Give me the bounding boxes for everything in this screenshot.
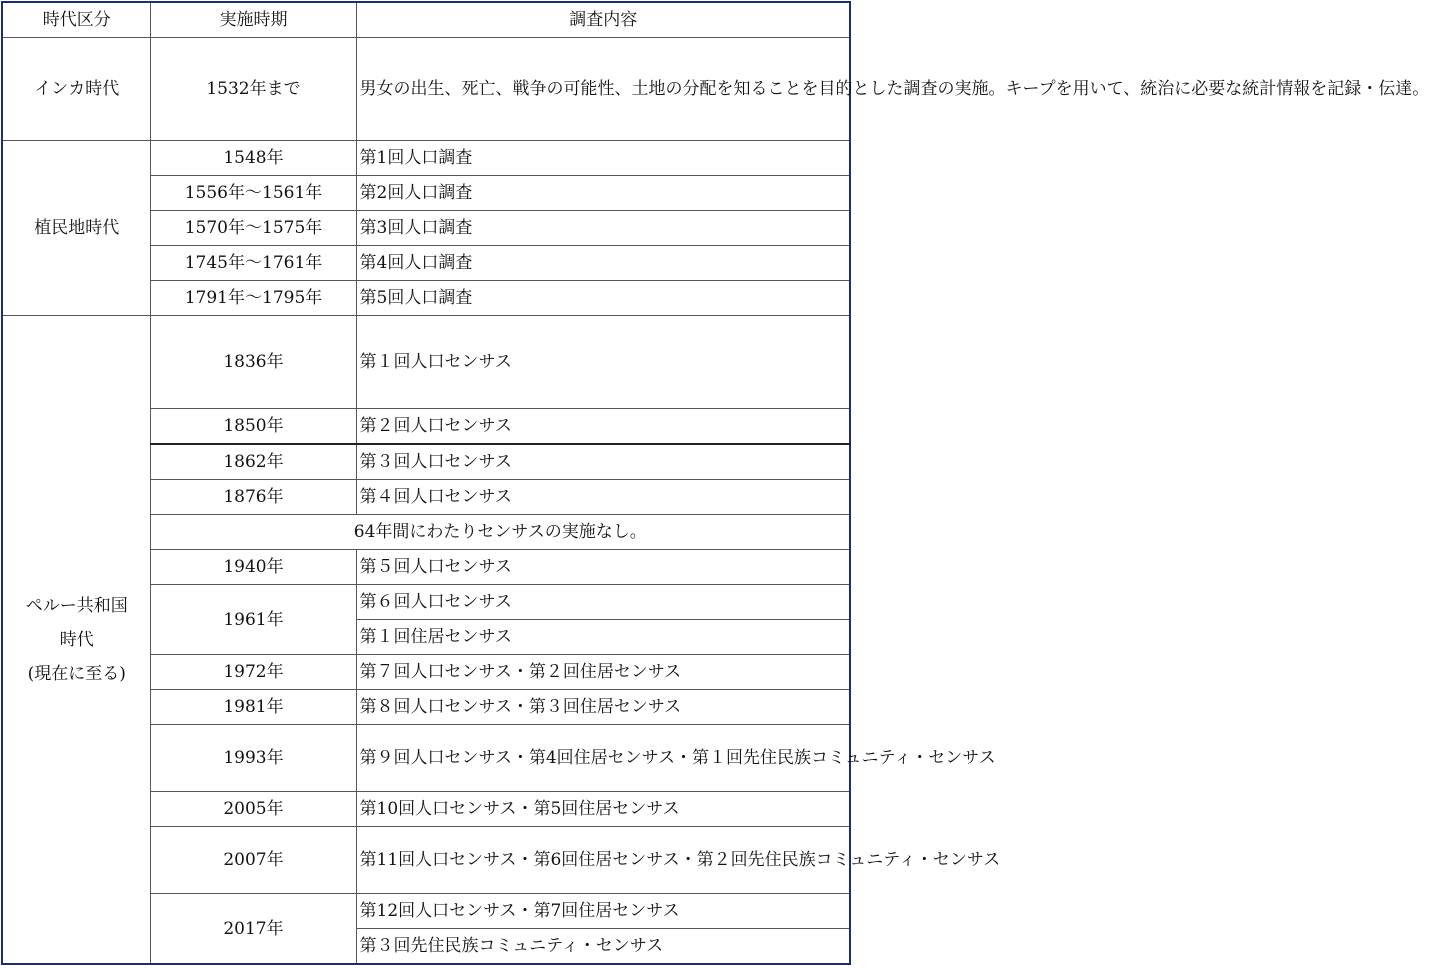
page [0,1,1429,968]
content-2017-b: 第３回先住民族コミュニティ・センサス [356,929,850,965]
table-row-colonial-1 [2,141,850,176]
period-colonial-5: 1791年～1795年 [150,281,356,316]
period-1850: 1850年 [150,409,356,445]
period-colonial-1: 1548年 [150,141,356,176]
period-1993: 1993年 [150,725,356,792]
content-colonial-4: 第4回人口調査 [356,246,850,281]
content-inca: 男女の出生、死亡、戦争の可能性、土地の分配を知ることを目的とした調査の実施。キープを用いて、統治に必要な統計情報を記録・伝達。 [356,38,850,141]
table-row-inca [2,38,850,141]
period-2007: 2007年 [150,827,356,894]
period-2017: 2017年 [150,894,356,965]
period-colonial-4: 1745年～1761年 [150,246,356,281]
period-1940: 1940年 [150,550,356,585]
content-colonial-5: 第5回人口調査 [356,281,850,316]
header-content: 調査内容 [356,2,850,38]
era-republic-line3: (現在に至る) [27,663,126,684]
era-republic-line2: 時代 [59,629,94,650]
period-1972: 1972年 [150,655,356,690]
content-colonial-3: 第3回人口調査 [356,211,850,246]
era-inca: インカ時代 [2,38,150,141]
content-colonial-1: 第1回人口調査 [356,141,850,176]
content-1850: 第２回人口センサス [356,409,850,445]
period-1961: 1961年 [150,585,356,655]
content-2007: 第11回人口センサス・第6回住居センサス・第２回先住民族コミュニティ・センサス [356,827,850,894]
gap-note: 64年間にわたりセンサスの実施なし。 [150,515,850,550]
content-1993: 第９回人口センサス・第4回住居センサス・第１回先住民族コミュニティ・センサス [356,725,850,792]
period-1862: 1862年 [150,444,356,480]
period-colonial-3: 1570年～1575年 [150,211,356,246]
era-colonial: 植民地時代 [2,141,150,316]
content-1961-a: 第６回人口センサス [356,585,850,620]
content-1961-b: 第１回住居センサス [356,620,850,655]
table-row-1836 [2,316,850,409]
period-1981: 1981年 [150,690,356,725]
census-history-table [1,1,1429,965]
header-row [2,2,850,38]
era-republic-line1: ペルー共和国 [25,595,128,616]
content-1940: 第５回人口センサス [356,550,850,585]
header-era: 時代区分 [2,2,150,38]
period-colonial-2: 1556年～1561年 [150,176,356,211]
content-2005: 第10回人口センサス・第5回住居センサス [356,792,850,827]
content-1836: 第１回人口センサス [356,316,850,409]
content-1876: 第４回人口センサス [356,480,850,515]
period-1836: 1836年 [150,316,356,409]
content-colonial-2: 第2回人口調査 [356,176,850,211]
period-1876: 1876年 [150,480,356,515]
content-1972: 第７回人口センサス・第２回住居センサス [356,655,850,690]
content-1862: 第３回人口センサス [356,444,850,480]
era-republic [2,316,150,965]
period-inca: 1532年まで [150,38,356,141]
content-2017-a: 第12回人口センサス・第7回住居センサス [356,894,850,929]
content-1981: 第８回人口センサス・第３回住居センサス [356,690,850,725]
header-period: 実施時期 [150,2,356,38]
period-2005: 2005年 [150,792,356,827]
